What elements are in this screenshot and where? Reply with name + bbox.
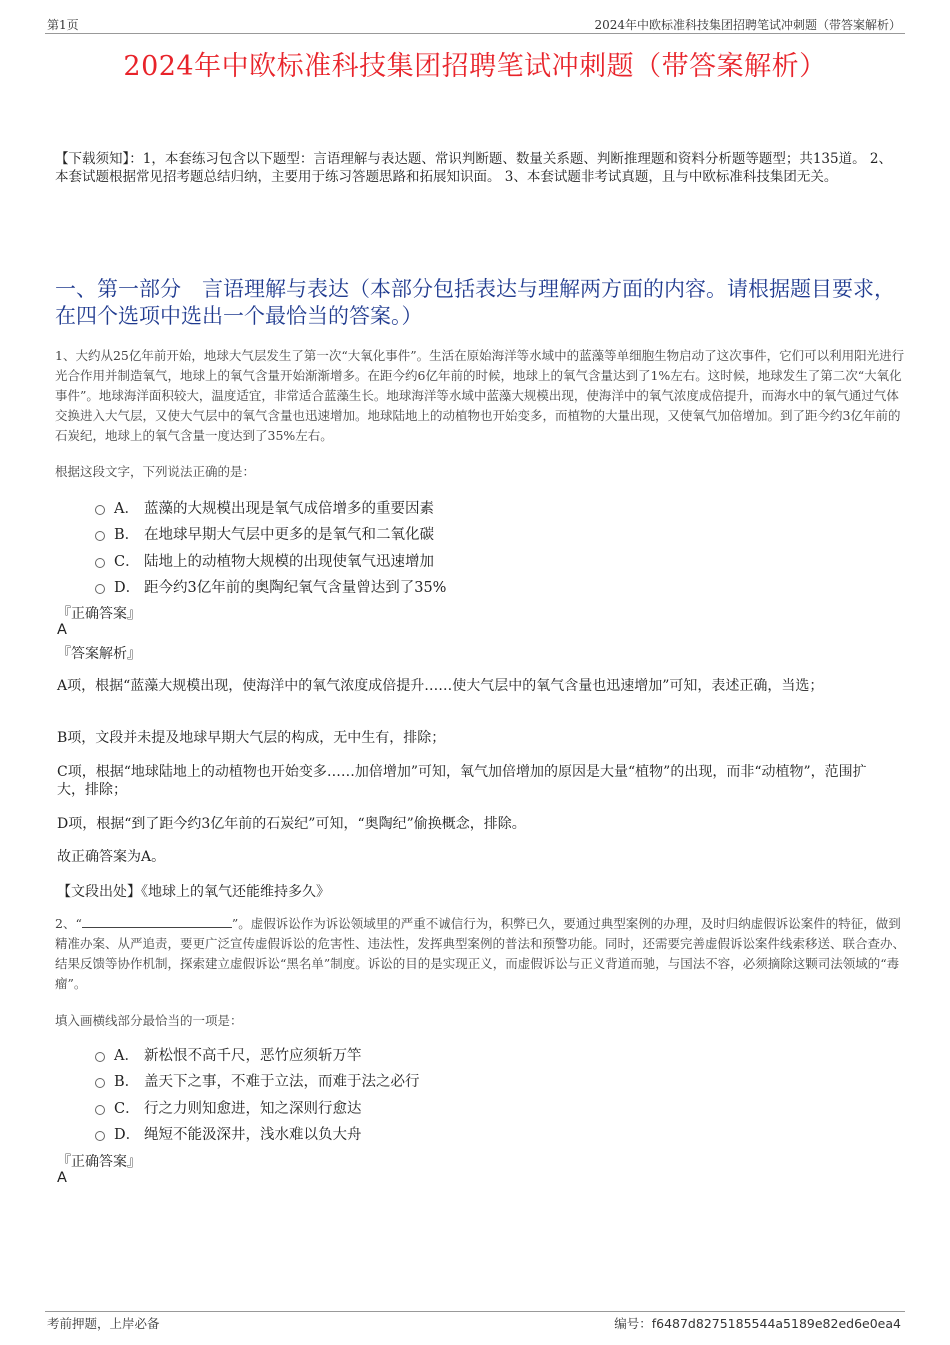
question-2-options — [95, 1041, 795, 1147]
radio-icon[interactable] — [95, 1105, 105, 1115]
analysis-a: A项，根据“蓝藻大规模出现，使海洋中的氧气浓度成倍提升……使大气层中的氧气含量也迅速增加”可知，表述正确，当选； — [57, 678, 824, 694]
radio-icon[interactable] — [95, 505, 105, 515]
footer-slogan: 考前押题，上岸必备 — [47, 1316, 160, 1331]
analysis-c: C项，根据“地球陆地上的动植物也开始变多……加倍增加”可知，氧气加倍增加的原因是大量“植物”的出现，而非“动植物”，范围扩大，排除； — [57, 764, 867, 798]
page-header — [45, 14, 905, 34]
option-b[interactable]: B． 在地球早期大气层中更多的是氧气和二氧化碳 — [95, 521, 795, 548]
header-doc-title: 2024年中欧标准科技集团招聘笔试冲刺题（带答案解析） — [594, 18, 901, 32]
analysis-d: D项，根据“到了距今约3亿年前的石炭纪”可知，“奥陶纪”偷换概念，排除。 — [57, 816, 526, 832]
answer-label: 『正确答案』 — [57, 606, 141, 622]
radio-icon[interactable] — [95, 1078, 105, 1088]
question-1-prompt: 根据这段文字，下列说法正确的是： — [55, 464, 256, 479]
answer-value: A — [57, 1170, 67, 1186]
source-citation: 【文段出处】《地球上的氧气还能维持多久》 — [57, 884, 330, 900]
option-a[interactable]: A． 新松恨不高千尺，恶竹应须斩万竿 — [95, 1041, 795, 1068]
radio-icon[interactable] — [95, 1052, 105, 1062]
question-1-text: 1、大约从25亿年前开始，地球大气层发生了第一次“大氧化事件”。生活在原始海洋等水域中的蓝藻等单细胞生物启动了这次事件，它们可以利用阳光进行光合作用并制造氧气，地球上的氧气含量开始渐渐增多。在距今约6亿年前的时候，地球上的氧气含量达到了1%左右。这时候，地球发生了第二次“大氧化事件”。地球海洋面积较大，温度适宜，非常适合蓝藻生长。地球海洋等水域中蓝藻大规模出现，使海洋中的氧气浓度成倍提升，而海水中的氧气通过气体交换进入大气层，又使大气层中的氧气含量也迅速增加。地球陆地上的动植物也开始变多，而植物的大量出现，又使氧气加倍增加。到了距今约3亿年前的石炭纪，地球上的氧气含量一度达到了35%左右。 — [55, 348, 905, 443]
option-d[interactable]: D． 绳短不能汲深井，浅水难以负大舟 — [95, 1121, 795, 1148]
question-1-options — [95, 494, 795, 600]
radio-icon[interactable] — [95, 584, 105, 594]
radio-icon[interactable] — [95, 531, 105, 541]
option-c[interactable]: C． 行之力则知愈进，知之深则行愈达 — [95, 1094, 795, 1121]
option-c[interactable]: C． 陆地上的动植物大规模的出现使氧气迅速增加 — [95, 547, 795, 574]
page-number: 第1页 — [47, 18, 79, 32]
analysis-conclusion: 故正确答案为A。 — [57, 849, 166, 865]
download-notice: 【下载须知】：1，本套练习包含以下题型：言语理解与表达题、常识判断题、数量关系题、判断推理题和资料分析题等题型；共135道。 2、本套试题根据常见招考题总结归纳，主要用于练习答题思路和拓展知识面。 3、本套试题非考试真题，且与中欧标准科技集团无关。 — [55, 151, 892, 185]
option-d[interactable]: D． 距今约3亿年前的奥陶纪氧气含量曾达到了35% — [95, 574, 795, 601]
option-a[interactable]: A． 蓝藻的大规模出现是氧气成倍增多的重要因素 — [95, 494, 795, 521]
section-title: 一、第一部分 言语理解与表达（本部分包括表达与理解两方面的内容。请根据题目要求，在四个选项中选出一个最恰当的答案。） — [55, 277, 895, 328]
document-title: 2024年中欧标准科技集团招聘笔试冲刺题（带答案解析） — [123, 51, 827, 82]
radio-icon[interactable] — [95, 1131, 105, 1141]
footer-code: 编号：f6487d8275185544a5189e82ed6e0ea4 — [614, 1316, 901, 1331]
answer-value: A — [57, 622, 67, 638]
fill-blank — [82, 916, 232, 928]
option-b[interactable]: B． 盖天下之事，不难于立法，而难于法之必行 — [95, 1068, 795, 1095]
answer-label: 『正确答案』 — [57, 1154, 141, 1170]
question-2-prompt: 填入画横线部分最恰当的一项是： — [55, 1013, 243, 1028]
analysis-label: 『答案解析』 — [57, 646, 141, 662]
radio-icon[interactable] — [95, 558, 105, 568]
page-footer — [45, 1311, 905, 1331]
question-2-text: 2、“ ”。虚假诉讼作为诉讼领域里的严重不诚信行为，积弊已久，要通过典型案例的办理，及时归纳虚假诉讼案件的特征，做到精准办案、从严追责，要更广泛宣传虚假诉讼的危害性、违法性，发挥典型案例的普法和预警功能。同时，还需要完善虚假诉讼案件线索移送、联合查办、结果反馈等协作机制，探索建立虚假诉讼“黑名单”制度。诉讼的目的是实现正义，而虚假诉讼与正义背道而驰，与国法不容，必须摘除这颗司法领域的“毒瘤”。 — [55, 916, 906, 991]
analysis-b: B项，文段并未提及地球早期大气层的构成，无中生有，排除； — [57, 730, 446, 746]
